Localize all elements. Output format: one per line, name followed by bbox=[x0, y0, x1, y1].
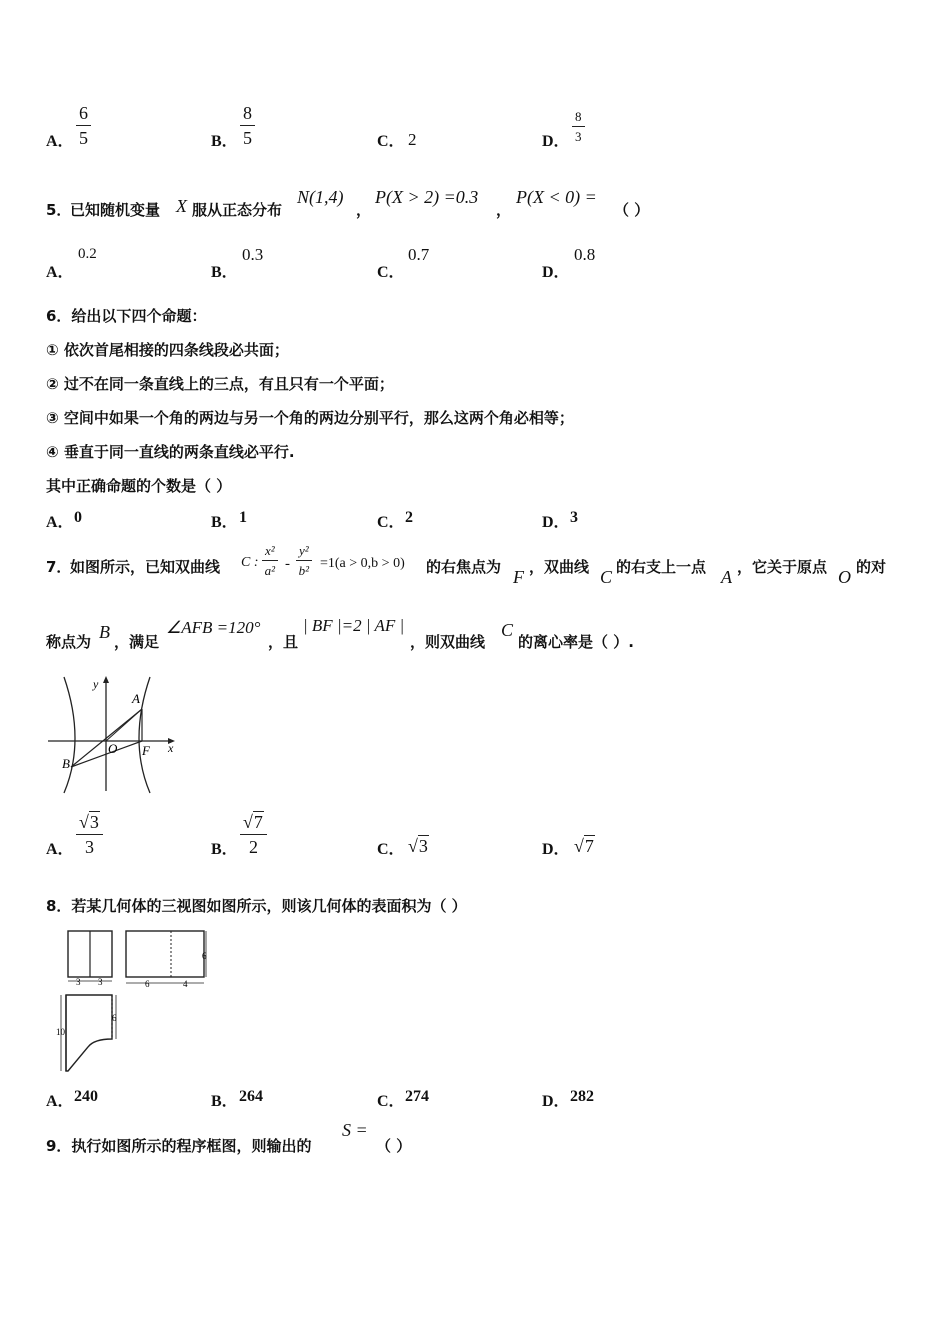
q6-option-b-value: 1 bbox=[239, 509, 247, 526]
q6-item-1: ① 依次首尾相接的四条线段必共面； bbox=[46, 341, 289, 359]
q5-option-d-value: 0.8 bbox=[574, 245, 596, 264]
q7-frac-y: $\frac{\text{y²}}{\text{b²}}$ bbox=[296, 544, 312, 577]
q8-option-b-value: 264 bbox=[239, 1088, 263, 1105]
q6-option-a-label: A． bbox=[46, 514, 74, 531]
q4-option-c-value: 2 bbox=[408, 130, 417, 149]
q6-option-c-value: 2 bbox=[405, 509, 413, 526]
q8-option-c-label: C． bbox=[377, 1093, 405, 1110]
q5-option-b-value: 0.3 bbox=[242, 245, 264, 264]
q5-sep-2: ， bbox=[496, 201, 512, 219]
q7-C: C bbox=[600, 567, 613, 587]
q7-frac-x: $\frac{\text{x²}}{\text{a²}}$ bbox=[262, 544, 278, 577]
q7-text-7: 称点为 bbox=[46, 633, 92, 651]
q6-option-d-value: 3 bbox=[570, 509, 578, 526]
q8-label-h3: 6 bbox=[112, 1013, 117, 1023]
q8-label-l1: 6 bbox=[145, 979, 150, 989]
q4-option-b-fraction: $\frac{8}{5}$ bbox=[240, 104, 255, 147]
q7-text-5: ，它关于原点 bbox=[737, 558, 828, 576]
q8-option-a-label: A． bbox=[46, 1093, 74, 1110]
q4-option-d-label: D． bbox=[542, 133, 570, 150]
q4-option-d-fraction: $\frac{8}{3}$ bbox=[572, 110, 585, 143]
q9-paren: （ ） bbox=[376, 1137, 412, 1155]
q7-option-b-fraction: $\frac{√7}{2}$ bbox=[240, 813, 267, 856]
q8-three-views-figure bbox=[52, 925, 222, 1075]
q8-label-h2: 10 bbox=[56, 1027, 65, 1037]
q8-option-b-label: B． bbox=[211, 1093, 238, 1110]
q7-option-b-label: B． bbox=[211, 841, 238, 858]
q7-option-c-label: C． bbox=[377, 841, 405, 858]
q5-option-c-label: C． bbox=[377, 264, 405, 281]
q5-number: 5． bbox=[46, 201, 72, 219]
q6-item-2: ② 过不在同一条直线上的三点，有且只有一个平面； bbox=[46, 375, 394, 393]
q9-stem: 9．执行如图所示的程序框图，则输出的 bbox=[46, 1137, 312, 1155]
q7-B: B bbox=[99, 622, 110, 642]
q6-item-3: ③ 空间中如果一个角的两边与另一个角的两边分别平行，那么这两个角必相等； bbox=[46, 409, 574, 427]
q7-option-d-value: √7 bbox=[574, 836, 594, 856]
q5-option-a-value: 0.2 bbox=[78, 246, 97, 262]
q7-option-c-value: √3 bbox=[408, 836, 428, 856]
q8-option-c-value: 274 bbox=[405, 1088, 429, 1105]
q7-fig-label-O: O bbox=[108, 741, 118, 756]
q4-option-c-label: C． bbox=[377, 133, 405, 150]
q7-fig-label-F: F bbox=[142, 743, 150, 758]
q6-option-b-label: B． bbox=[211, 514, 238, 531]
q7-F: F bbox=[513, 567, 524, 587]
q8-label-h1: 6 bbox=[202, 951, 207, 961]
q5-text-2: 服从正态分布 bbox=[192, 201, 283, 219]
q7-text-9: ，且 bbox=[268, 633, 299, 651]
q6-option-a-value: 0 bbox=[74, 509, 82, 526]
q7-equation: =1(a > 0,b > 0) bbox=[320, 556, 405, 571]
q5-option-b-label: B． bbox=[211, 264, 238, 281]
q5-text-1: 已知随机变量 bbox=[70, 201, 161, 219]
q6-option-d-label: D． bbox=[542, 514, 570, 531]
q7-hyperbola-figure bbox=[44, 673, 184, 798]
q5-option-d-label: D． bbox=[542, 264, 570, 281]
q8-label-w1: 3 bbox=[76, 977, 81, 987]
q7-text-2: 的右焦点为 bbox=[426, 558, 502, 576]
q7-minus: - bbox=[285, 556, 290, 572]
q7-text-4: 的右支上一点 bbox=[616, 558, 707, 576]
q5-option-a-label: A． bbox=[46, 264, 74, 281]
q8-label-l2: 4 bbox=[183, 979, 188, 989]
q5-var-x: X bbox=[176, 196, 187, 216]
q7-text-10: ，则双曲线 bbox=[410, 633, 486, 651]
q7-fig-label-B: B bbox=[62, 756, 70, 771]
q7-option-a-label: A． bbox=[46, 841, 74, 858]
q7-number: 7． bbox=[46, 558, 72, 576]
q7-option-a-fraction: $\frac{√3}{3}$ bbox=[76, 813, 103, 856]
q8-option-d-value: 282 bbox=[570, 1088, 594, 1105]
q7-condition: | BF |=2 | AF | bbox=[303, 616, 405, 635]
q7-text-1: 如图所示，已知双曲线 bbox=[70, 558, 221, 576]
q9-S: S = bbox=[342, 1120, 368, 1140]
q5-sep-1: ， bbox=[356, 201, 372, 219]
q7-text-3: ，双曲线 bbox=[529, 558, 590, 576]
q4-option-b-label: B． bbox=[211, 133, 238, 150]
q7-option-d-label: D． bbox=[542, 841, 570, 858]
q5-paren: （ ） bbox=[614, 201, 650, 219]
q6-stem: 6．给出以下四个命题： bbox=[46, 307, 207, 325]
q8-option-d-label: D． bbox=[542, 1093, 570, 1110]
q7-text-11: 的离心率是（ ）. bbox=[518, 633, 634, 651]
q8-label-w2: 3 bbox=[98, 977, 103, 987]
q7-fig-label-y: y bbox=[93, 677, 99, 691]
q7-A: A bbox=[721, 567, 732, 587]
q4-option-a-fraction: $\frac{6}{5}$ bbox=[76, 104, 91, 147]
q5-condition: P(X > 2) =0.3 bbox=[375, 187, 479, 207]
q7-text-8: ，满足 bbox=[114, 633, 160, 651]
q7-fig-label-x: x bbox=[168, 741, 174, 755]
q5-ask: P(X < 0) = bbox=[516, 187, 597, 207]
q8-stem: 8．若某几何体的三视图如图所示，则该几何体的表面积为（ ） bbox=[46, 897, 467, 915]
q7-O: O bbox=[838, 567, 851, 587]
q8-option-a-value: 240 bbox=[74, 1088, 98, 1105]
q7-fig-label-A: A bbox=[132, 691, 140, 706]
q6-option-c-label: C． bbox=[377, 514, 405, 531]
q6-ask: 其中正确命题的个数是（ ） bbox=[46, 477, 232, 495]
q5-option-c-value: 0.7 bbox=[408, 245, 430, 264]
q7-curve-name: C : bbox=[241, 555, 259, 570]
q7-angle: ∠AFB =120° bbox=[166, 618, 261, 637]
q7-text-6: 的对 bbox=[856, 558, 887, 576]
q5-distribution: N(1,4) bbox=[297, 187, 344, 207]
q4-option-a-label: A． bbox=[46, 133, 74, 150]
q7-C-2: C bbox=[501, 620, 514, 640]
q6-item-4: ④ 垂直于同一直线的两条直线必平行. bbox=[46, 443, 295, 461]
